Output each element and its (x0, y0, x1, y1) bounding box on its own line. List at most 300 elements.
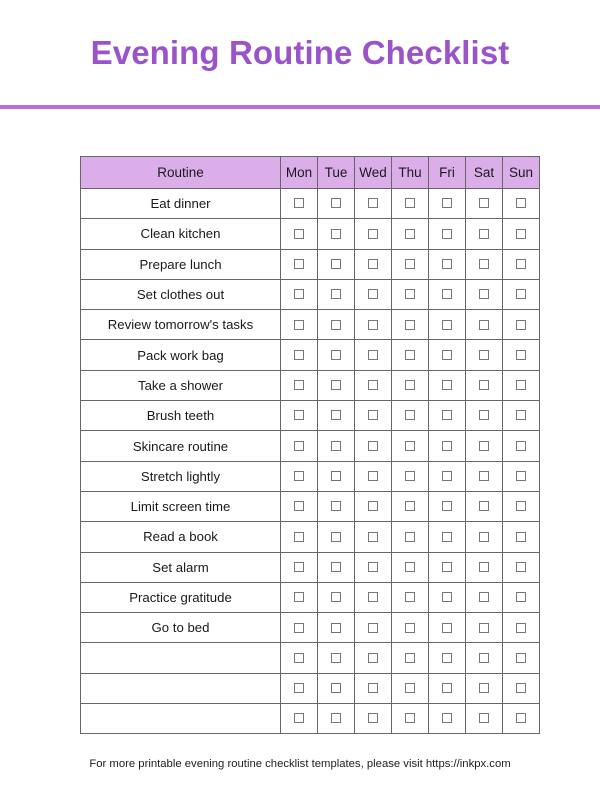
checkbox-icon[interactable] (405, 229, 415, 239)
checkbox-cell-fri[interactable] (429, 431, 466, 461)
checkbox-cell-thu[interactable] (392, 310, 429, 340)
checkbox-icon[interactable] (479, 653, 489, 663)
checkbox-icon[interactable] (405, 562, 415, 572)
checkbox-icon[interactable] (479, 198, 489, 208)
checkbox-icon[interactable] (516, 289, 526, 299)
checkbox-icon[interactable] (294, 501, 304, 511)
checkbox-cell-thu[interactable] (392, 491, 429, 521)
checkbox-icon[interactable] (479, 380, 489, 390)
checkbox-cell-wed[interactable] (355, 189, 392, 219)
checkbox-cell-mon[interactable] (281, 522, 318, 552)
checkbox-cell-thu[interactable] (392, 431, 429, 461)
checkbox-cell-sat[interactable] (466, 340, 503, 370)
column-header-thu: Thu (392, 157, 429, 189)
table-row (81, 219, 540, 249)
checkbox-cell-fri[interactable] (429, 582, 466, 612)
checkbox-icon[interactable] (294, 653, 304, 663)
checkbox-cell-mon[interactable] (281, 461, 318, 491)
checkbox-icon[interactable] (479, 592, 489, 602)
checkbox-icon[interactable] (479, 441, 489, 451)
checkbox-cell-tue[interactable] (318, 189, 355, 219)
checkbox-icon[interactable] (442, 501, 452, 511)
checkbox-cell-mon[interactable] (281, 673, 318, 703)
checkbox-cell-tue[interactable] (318, 279, 355, 309)
checkbox-icon[interactable] (442, 289, 452, 299)
column-header-fri: Fri (429, 157, 466, 189)
checkbox-icon[interactable] (479, 259, 489, 269)
checkbox-icon[interactable] (331, 320, 341, 330)
column-header-tue: Tue (318, 157, 355, 189)
checkbox-cell-tue[interactable] (318, 491, 355, 521)
checkbox-cell-tue[interactable] (318, 643, 355, 673)
checkbox-cell-sat[interactable] (466, 673, 503, 703)
checkbox-cell-wed[interactable] (355, 431, 392, 461)
checkbox-cell-wed[interactable] (355, 219, 392, 249)
checkbox-icon[interactable] (442, 350, 452, 360)
checkbox-icon[interactable] (368, 683, 378, 693)
checkbox-cell-sun[interactable] (503, 643, 540, 673)
checkbox-cell-fri[interactable] (429, 704, 466, 734)
checkbox-cell-sat[interactable] (466, 461, 503, 491)
checkbox-cell-fri[interactable] (429, 673, 466, 703)
checkbox-cell-sat[interactable] (466, 491, 503, 521)
checkbox-icon[interactable] (442, 713, 452, 723)
checkbox-icon[interactable] (405, 532, 415, 542)
table-header-row (81, 157, 540, 189)
checkbox-icon[interactable] (442, 320, 452, 330)
checkbox-cell-sun[interactable] (503, 401, 540, 431)
checkbox-icon[interactable] (294, 320, 304, 330)
checkbox-cell-wed[interactable] (355, 613, 392, 643)
checkbox-cell-thu[interactable] (392, 340, 429, 370)
checkbox-cell-thu[interactable] (392, 704, 429, 734)
checkbox-icon[interactable] (331, 562, 341, 572)
checkbox-icon[interactable] (368, 471, 378, 481)
checkbox-icon[interactable] (368, 289, 378, 299)
checkbox-cell-sat[interactable] (466, 643, 503, 673)
checkbox-icon[interactable] (294, 350, 304, 360)
checkbox-cell-tue[interactable] (318, 310, 355, 340)
checkbox-cell-sun[interactable] (503, 522, 540, 552)
checkbox-icon[interactable] (294, 289, 304, 299)
checkbox-icon[interactable] (331, 683, 341, 693)
checkbox-icon[interactable] (405, 410, 415, 420)
checkbox-icon[interactable] (405, 198, 415, 208)
checkbox-icon[interactable] (331, 380, 341, 390)
table-row (81, 189, 540, 219)
checkbox-icon[interactable] (516, 350, 526, 360)
checkbox-icon[interactable] (516, 501, 526, 511)
checkbox-cell-fri[interactable] (429, 249, 466, 279)
checkbox-cell-wed[interactable] (355, 310, 392, 340)
checkbox-cell-sat[interactable] (466, 582, 503, 612)
checkbox-icon[interactable] (442, 562, 452, 572)
checkbox-cell-mon[interactable] (281, 401, 318, 431)
checkbox-icon[interactable] (479, 229, 489, 239)
checkbox-cell-wed[interactable] (355, 643, 392, 673)
checkbox-icon[interactable] (516, 713, 526, 723)
table-row (81, 310, 540, 340)
checkbox-icon[interactable] (331, 653, 341, 663)
checkbox-icon[interactable] (516, 532, 526, 542)
checkbox-cell-tue[interactable] (318, 522, 355, 552)
checkbox-icon[interactable] (442, 259, 452, 269)
checkbox-cell-sun[interactable] (503, 431, 540, 461)
checkbox-icon[interactable] (368, 441, 378, 451)
checkbox-icon[interactable] (442, 410, 452, 420)
table-row (81, 522, 540, 552)
checkbox-icon[interactable] (405, 471, 415, 481)
checkbox-icon[interactable] (368, 259, 378, 269)
checkbox-icon[interactable] (368, 320, 378, 330)
checkbox-cell-tue[interactable] (318, 431, 355, 461)
checkbox-icon[interactable] (442, 592, 452, 602)
checkbox-cell-fri[interactable] (429, 552, 466, 582)
checkbox-icon[interactable] (479, 532, 489, 542)
checkbox-cell-sat[interactable] (466, 189, 503, 219)
checkbox-icon[interactable] (516, 410, 526, 420)
checkbox-cell-mon[interactable] (281, 704, 318, 734)
checkbox-cell-sat[interactable] (466, 431, 503, 461)
checkbox-cell-sat[interactable] (466, 401, 503, 431)
checkbox-cell-wed[interactable] (355, 522, 392, 552)
checkbox-icon[interactable] (405, 592, 415, 602)
checkbox-icon[interactable] (479, 501, 489, 511)
checkbox-icon[interactable] (442, 229, 452, 239)
checkbox-cell-fri[interactable] (429, 522, 466, 552)
checkbox-cell-mon[interactable] (281, 431, 318, 461)
checkbox-cell-tue[interactable] (318, 582, 355, 612)
checkbox-cell-mon[interactable] (281, 643, 318, 673)
routine-label-cell: Review tomorrow's tasks (81, 310, 281, 340)
checkbox-icon[interactable] (479, 289, 489, 299)
checkbox-cell-mon[interactable] (281, 552, 318, 582)
checkbox-cell-fri[interactable] (429, 340, 466, 370)
checkbox-icon[interactable] (516, 683, 526, 693)
checkbox-icon[interactable] (294, 683, 304, 693)
routine-label-cell: Stretch lightly (81, 461, 281, 491)
checkbox-cell-thu[interactable] (392, 673, 429, 703)
checklist-table-container (80, 156, 540, 734)
checkbox-icon[interactable] (516, 653, 526, 663)
footer-note: For more printable evening routine checklist templates, please visit https://inkpx.com (89, 758, 511, 770)
routine-label-cell: Prepare lunch (81, 249, 281, 279)
checkbox-cell-fri[interactable] (429, 643, 466, 673)
checkbox-icon[interactable] (516, 229, 526, 239)
checkbox-cell-thu[interactable] (392, 401, 429, 431)
checkbox-icon[interactable] (405, 683, 415, 693)
checkbox-icon[interactable] (516, 471, 526, 481)
checkbox-cell-sun[interactable] (503, 673, 540, 703)
checkbox-cell-wed[interactable] (355, 249, 392, 279)
title-block (0, 0, 600, 106)
checkbox-cell-sun[interactable] (503, 461, 540, 491)
checkbox-cell-thu[interactable] (392, 219, 429, 249)
checkbox-cell-thu[interactable] (392, 189, 429, 219)
checkbox-icon[interactable] (479, 562, 489, 572)
checkbox-icon[interactable] (405, 350, 415, 360)
page-title: Evening Routine Checklist (90, 33, 510, 71)
checkbox-icon[interactable] (294, 713, 304, 723)
checkbox-cell-tue[interactable] (318, 613, 355, 643)
checkbox-icon[interactable] (442, 683, 452, 693)
checkbox-cell-mon[interactable] (281, 340, 318, 370)
checkbox-cell-thu[interactable] (392, 552, 429, 582)
checkbox-cell-sun[interactable] (503, 219, 540, 249)
checkbox-icon[interactable] (294, 259, 304, 269)
checkbox-cell-wed[interactable] (355, 491, 392, 521)
checkbox-icon[interactable] (368, 198, 378, 208)
checkbox-icon[interactable] (442, 380, 452, 390)
routine-label-cell: Limit screen time (81, 491, 281, 521)
checkbox-cell-fri[interactable] (429, 189, 466, 219)
checkbox-cell-sat[interactable] (466, 249, 503, 279)
checkbox-icon[interactable] (331, 259, 341, 269)
checkbox-cell-sat[interactable] (466, 279, 503, 309)
checkbox-icon[interactable] (331, 289, 341, 299)
checkbox-cell-sun[interactable] (503, 491, 540, 521)
routine-label-cell: Set alarm (81, 552, 281, 582)
checkbox-icon[interactable] (368, 653, 378, 663)
checklist-table (80, 156, 540, 734)
checkbox-cell-thu[interactable] (392, 643, 429, 673)
checkbox-cell-tue[interactable] (318, 219, 355, 249)
table-row (81, 673, 540, 703)
checkbox-cell-sat[interactable] (466, 522, 503, 552)
checkbox-cell-fri[interactable] (429, 310, 466, 340)
checkbox-cell-sat[interactable] (466, 704, 503, 734)
checkbox-icon[interactable] (479, 623, 489, 633)
table-row (81, 401, 540, 431)
table-row (81, 613, 540, 643)
routine-label-cell (81, 673, 281, 703)
checkbox-icon[interactable] (405, 380, 415, 390)
checkbox-icon[interactable] (331, 471, 341, 481)
checkbox-icon[interactable] (516, 562, 526, 572)
checkbox-icon[interactable] (294, 441, 304, 451)
checkbox-icon[interactable] (442, 441, 452, 451)
table-row (81, 279, 540, 309)
table-body (81, 189, 540, 734)
checkbox-cell-thu[interactable] (392, 249, 429, 279)
checkbox-icon[interactable] (331, 410, 341, 420)
checkbox-icon[interactable] (516, 380, 526, 390)
checkbox-icon[interactable] (368, 592, 378, 602)
checkbox-cell-wed[interactable] (355, 582, 392, 612)
checkbox-cell-sat[interactable] (466, 613, 503, 643)
checkbox-cell-fri[interactable] (429, 401, 466, 431)
checkbox-cell-sun[interactable] (503, 552, 540, 582)
table-row (81, 582, 540, 612)
checkbox-icon[interactable] (405, 623, 415, 633)
checkbox-cell-sat[interactable] (466, 219, 503, 249)
checkbox-cell-mon[interactable] (281, 219, 318, 249)
checkbox-icon[interactable] (294, 471, 304, 481)
column-header-mon: Mon (281, 157, 318, 189)
title-divider-rule (0, 105, 600, 109)
checkbox-icon[interactable] (294, 623, 304, 633)
checkbox-icon[interactable] (331, 623, 341, 633)
checkbox-cell-fri[interactable] (429, 279, 466, 309)
checkbox-cell-tue[interactable] (318, 704, 355, 734)
checkbox-cell-thu[interactable] (392, 613, 429, 643)
checkbox-cell-fri[interactable] (429, 491, 466, 521)
checkbox-cell-wed[interactable] (355, 673, 392, 703)
checkbox-cell-thu[interactable] (392, 582, 429, 612)
checkbox-icon[interactable] (516, 320, 526, 330)
checkbox-icon[interactable] (331, 592, 341, 602)
checkbox-cell-sun[interactable] (503, 340, 540, 370)
checkbox-cell-mon[interactable] (281, 310, 318, 340)
checkbox-cell-sun[interactable] (503, 249, 540, 279)
checkbox-icon[interactable] (331, 501, 341, 511)
checkbox-cell-mon[interactable] (281, 189, 318, 219)
checkbox-icon[interactable] (294, 592, 304, 602)
checkbox-cell-wed[interactable] (355, 552, 392, 582)
checkbox-icon[interactable] (516, 592, 526, 602)
checkbox-cell-thu[interactable] (392, 370, 429, 400)
table-row (81, 249, 540, 279)
routine-label-cell: Read a book (81, 522, 281, 552)
checkbox-icon[interactable] (294, 229, 304, 239)
checkbox-icon[interactable] (368, 501, 378, 511)
checkbox-cell-wed[interactable] (355, 401, 392, 431)
checkbox-icon[interactable] (479, 350, 489, 360)
table-row (81, 461, 540, 491)
checkbox-cell-wed[interactable] (355, 704, 392, 734)
checkbox-cell-sun[interactable] (503, 310, 540, 340)
checkbox-icon[interactable] (516, 259, 526, 269)
checkbox-cell-sun[interactable] (503, 189, 540, 219)
checkbox-icon[interactable] (479, 471, 489, 481)
checkbox-icon[interactable] (368, 713, 378, 723)
checkbox-icon[interactable] (442, 623, 452, 633)
checkbox-cell-wed[interactable] (355, 370, 392, 400)
table-row (81, 340, 540, 370)
checkbox-cell-fri[interactable] (429, 613, 466, 643)
checkbox-icon[interactable] (479, 713, 489, 723)
checkbox-cell-tue[interactable] (318, 249, 355, 279)
checkbox-cell-mon[interactable] (281, 491, 318, 521)
checkbox-cell-sat[interactable] (466, 552, 503, 582)
column-header-sun: Sun (503, 157, 540, 189)
checkbox-icon[interactable] (516, 198, 526, 208)
checkbox-icon[interactable] (331, 229, 341, 239)
routine-label-cell: Practice gratitude (81, 582, 281, 612)
checkbox-icon[interactable] (294, 410, 304, 420)
checkbox-icon[interactable] (405, 289, 415, 299)
checkbox-icon[interactable] (294, 380, 304, 390)
checkbox-cell-sun[interactable] (503, 370, 540, 400)
checkbox-icon[interactable] (405, 320, 415, 330)
checkbox-icon[interactable] (368, 532, 378, 542)
table-row (81, 431, 540, 461)
checkbox-icon[interactable] (516, 623, 526, 633)
checkbox-icon[interactable] (442, 198, 452, 208)
checkbox-cell-mon[interactable] (281, 249, 318, 279)
routine-label-cell: Clean kitchen (81, 219, 281, 249)
checkbox-cell-wed[interactable] (355, 340, 392, 370)
checkbox-cell-tue[interactable] (318, 461, 355, 491)
checkbox-icon[interactable] (368, 410, 378, 420)
checkbox-icon[interactable] (442, 653, 452, 663)
checkbox-cell-mon[interactable] (281, 370, 318, 400)
checkbox-cell-sat[interactable] (466, 370, 503, 400)
routine-label-cell: Go to bed (81, 613, 281, 643)
checkbox-cell-sun[interactable] (503, 613, 540, 643)
checkbox-icon[interactable] (479, 320, 489, 330)
checkbox-icon[interactable] (331, 198, 341, 208)
checkbox-cell-fri[interactable] (429, 461, 466, 491)
checkbox-cell-thu[interactable] (392, 461, 429, 491)
table-head (81, 157, 540, 189)
checkbox-cell-wed[interactable] (355, 279, 392, 309)
checkbox-cell-tue[interactable] (318, 552, 355, 582)
column-header-sat: Sat (466, 157, 503, 189)
checkbox-cell-sat[interactable] (466, 310, 503, 340)
checkbox-icon[interactable] (405, 653, 415, 663)
checkbox-icon[interactable] (331, 441, 341, 451)
checkbox-cell-thu[interactable] (392, 522, 429, 552)
checkbox-cell-fri[interactable] (429, 219, 466, 249)
checkbox-icon[interactable] (368, 562, 378, 572)
checkbox-icon[interactable] (294, 532, 304, 542)
checkbox-icon[interactable] (405, 259, 415, 269)
checkbox-cell-tue[interactable] (318, 673, 355, 703)
checkbox-icon[interactable] (405, 501, 415, 511)
checkbox-cell-sun[interactable] (503, 582, 540, 612)
checkbox-icon[interactable] (331, 350, 341, 360)
routine-label-cell: Skincare routine (81, 431, 281, 461)
checkbox-icon[interactable] (331, 532, 341, 542)
table-row (81, 370, 540, 400)
routine-label-cell: Take a shower (81, 370, 281, 400)
checkbox-icon[interactable] (479, 683, 489, 693)
checkbox-icon[interactable] (368, 229, 378, 239)
checkbox-cell-tue[interactable] (318, 340, 355, 370)
checkbox-icon[interactable] (516, 441, 526, 451)
checkbox-cell-sun[interactable] (503, 704, 540, 734)
routine-label-cell: Pack work bag (81, 340, 281, 370)
checkbox-cell-wed[interactable] (355, 461, 392, 491)
checkbox-icon[interactable] (294, 562, 304, 572)
checkbox-cell-mon[interactable] (281, 279, 318, 309)
table-row (81, 704, 540, 734)
checkbox-icon[interactable] (442, 471, 452, 481)
checkbox-icon[interactable] (405, 441, 415, 451)
checkbox-cell-mon[interactable] (281, 613, 318, 643)
table-row (81, 552, 540, 582)
routine-label-cell (81, 643, 281, 673)
checkbox-cell-tue[interactable] (318, 370, 355, 400)
checkbox-cell-fri[interactable] (429, 370, 466, 400)
checkbox-cell-tue[interactable] (318, 401, 355, 431)
checkbox-icon[interactable] (368, 350, 378, 360)
checkbox-cell-mon[interactable] (281, 582, 318, 612)
checkbox-icon[interactable] (368, 380, 378, 390)
checkbox-cell-thu[interactable] (392, 279, 429, 309)
checkbox-icon[interactable] (479, 410, 489, 420)
routine-label-cell: Brush teeth (81, 401, 281, 431)
checkbox-cell-sun[interactable] (503, 279, 540, 309)
column-header-routine: Routine (81, 157, 281, 189)
routine-label-cell: Set clothes out (81, 279, 281, 309)
checkbox-icon[interactable] (294, 198, 304, 208)
checkbox-icon[interactable] (331, 713, 341, 723)
checkbox-icon[interactable] (405, 713, 415, 723)
checkbox-icon[interactable] (442, 532, 452, 542)
checkbox-icon[interactable] (368, 623, 378, 633)
